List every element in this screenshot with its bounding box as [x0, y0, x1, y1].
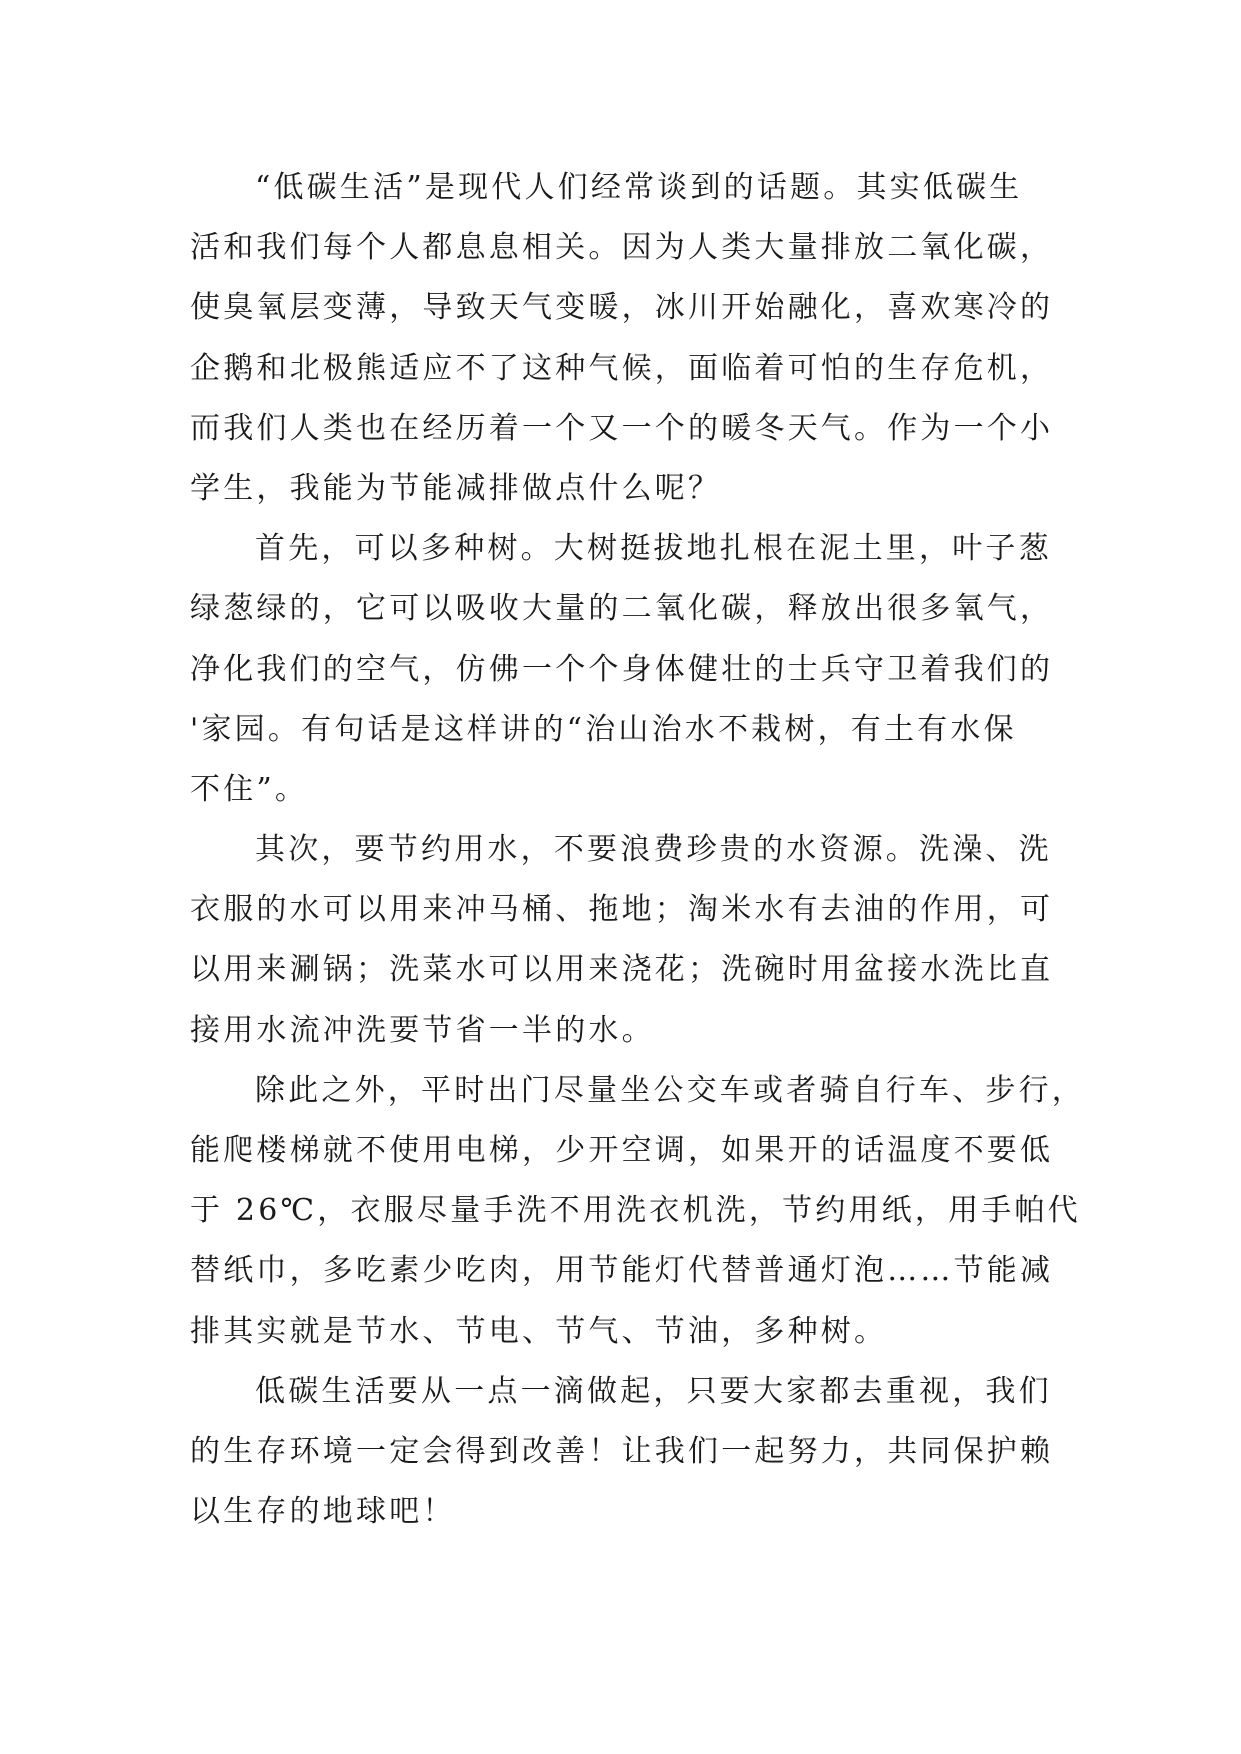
paragraph-3-line-3: 以用来涮锅；洗菜水可以用来浇花；洗碗时用盆接水洗比直: [190, 952, 1054, 988]
paragraph-1-line-5: 而我们人类也在经历着一个又一个的暖冬天气。作为一个小: [190, 410, 1054, 446]
paragraph-4-line-3: 于 26℃，衣服尽量手洗不用洗衣机洗，节约用纸，用手帕代: [190, 1193, 1081, 1229]
paragraph-1-line-1: “低碳生活”是现代人们经常谈到的话题。其实低碳生: [255, 170, 1023, 205]
paragraph-2-line-3: 净化我们的空气，仿佛一个个身体健壮的士兵守卫着我们的: [190, 651, 1054, 687]
paragraph-1-line-6: 学生，我能为节能减排做点什么呢？: [190, 470, 722, 506]
paragraph-3-line-4: 接用水流冲洗要节省一半的水。: [190, 1012, 655, 1048]
paragraph-2-line-2: 绿葱绿的，它可以吸收大量的二氧化碳，释放出很多氧气，: [190, 591, 1054, 627]
paragraph-5-line-2: 的生存环境一定会得到改善！让我们一起努力，共同保护赖: [190, 1433, 1054, 1469]
paragraph-5-line-1: 低碳生活要从一点一滴做起，只要大家都去重视，我们: [255, 1373, 1052, 1409]
paragraph-1-line-4: 企鹅和北极熊适应不了这种气候，面临着可怕的生存危机，: [190, 350, 1054, 386]
paragraph-2-line-5: 不住”。: [190, 771, 309, 807]
paragraph-4-line-5: 排其实就是节水、节电、节气、节油，多种树。: [190, 1313, 888, 1349]
paragraph-3-line-2: 衣服的水可以用来冲马桶、拖地；淘米水有去油的作用，可: [190, 892, 1054, 928]
paragraph-2-line-1: 首先，可以多种树。大树挺拔地扎根在泥土里，叶子葱: [255, 531, 1052, 567]
paragraph-5-line-3: 以生存的地球吧！: [190, 1494, 456, 1530]
paragraph-2-line-4: '家园。有句话是这样讲的“治山治水不栽树，有土有水保: [190, 711, 1017, 747]
paragraph-4-line-1: 除此之外，平时出门尽量坐公交车或者骑自行车、步行，: [255, 1072, 1085, 1108]
paragraph-1-line-3: 使臭氧层变薄，导致天气变暖，冰川开始融化，喜欢寒冷的: [190, 290, 1054, 326]
paragraph-3-line-1: 其次，要节约用水，不要浪费珍贵的水资源。洗澡、洗: [255, 832, 1052, 868]
paragraph-1-line-2: 活和我们每个人都息息相关。因为人类大量排放二氧化碳，: [190, 230, 1054, 266]
paragraph-4-line-2: 能爬楼梯就不使用电梯，少开空调，如果开的话温度不要低: [190, 1133, 1054, 1168]
essay-body: [190, 158, 1085, 1542]
paragraph-4-line-4: 替纸巾，多吃素少吃肉，用节能灯代替普通灯泡……节能减: [190, 1253, 1054, 1289]
